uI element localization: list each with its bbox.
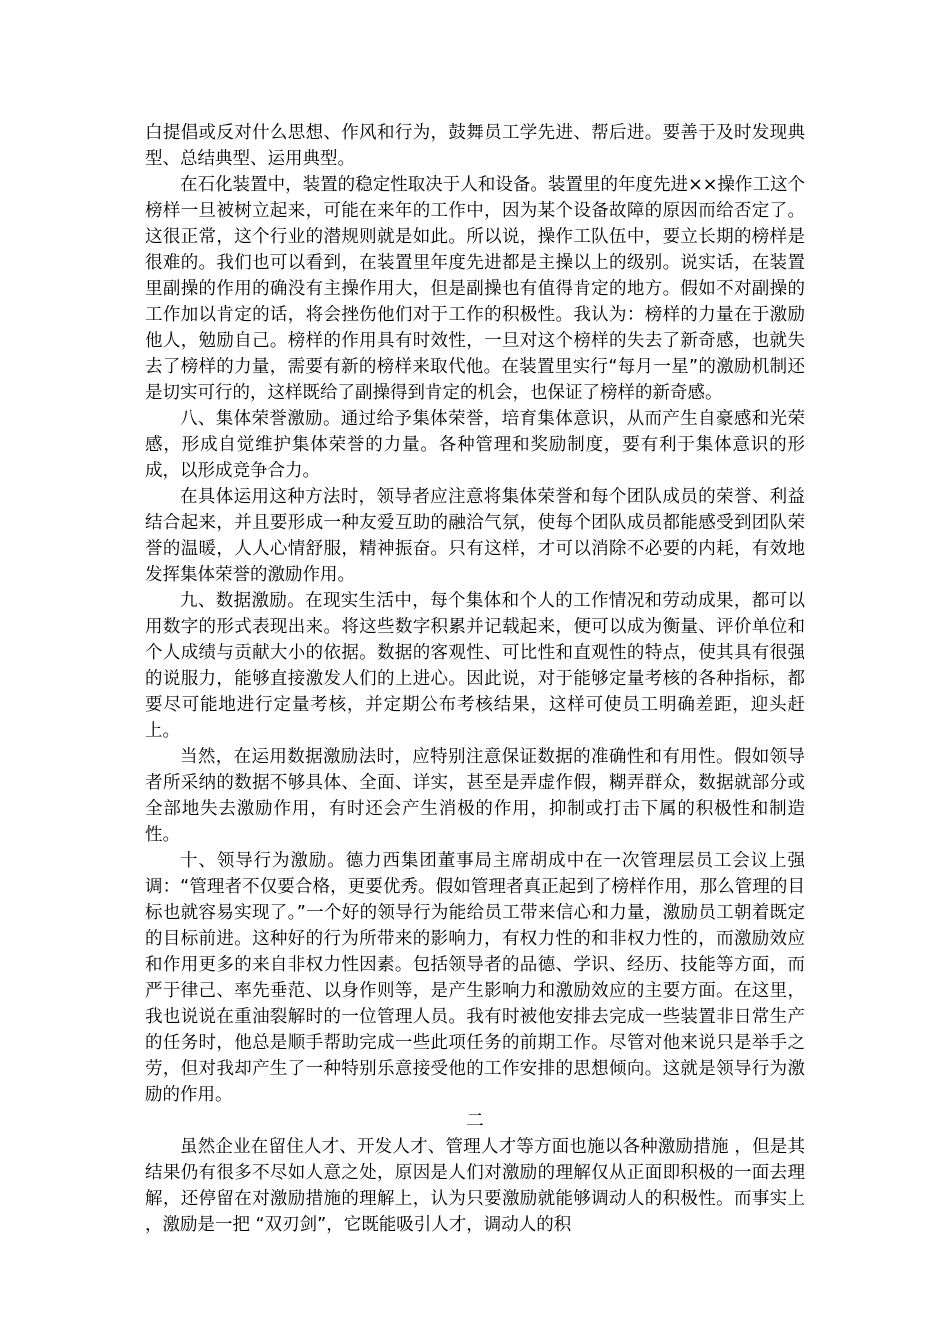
paragraph-collective-honor: 八、集体荣誉激励。通过给予集体荣誉，培育集体意识，从而产生自豪感和光荣感，形成自觉维护集体荣誉的力量。各种管理和奖励制度，要有利于集体意识的形成，以形成竞争合力。 [145, 409, 805, 481]
paragraph-leadership-behavior: 十、领导行为激励。德力西集团董事局主席胡成中在一次管理层员工会议上强调：“管理者不仅要合格，更要优秀。假如管理者真正起到了榜样作用，那么管理的目标也就容易实现了。”一个好的领导行为能给员工带来信心和力量，激励员工朝着既定的目标前进。这种好的行为所带来的影响力，有权力性的和非权力性的，而激励效应和作用更多的来自非权力性因素。包括领导者的品德、学识、经历、技能等方面，而严于律己、率先垂范、以身作则等，是产生影响力和激励效应的主要方面。在这里，我也说说在重油裂解时的一位管理人员。我有时被他安排去完成一些装置非日常生产的任务时，他总是顺手帮助完成一些此项任务的前期工作。尽管对他来说只是举手之劳，但对我却产生了一种特别乐意接受他的工作安排的思想倾向。这就是领导行为激励的作用。 [145, 851, 805, 1105]
paragraph-double-edged-sword: 虽然企业在留住人才、开发人才、管理人才等方面也施以各种激励措施 ，但是其结果仍有很多不尽如人意之处，原因是人们对激励的理解仅从正面即积极的一面去理解，还停留在对激励措施的理解上，认为只要激励就能够调动人的积极性。而事实上 ，激励是一把 “双刃剑”，它既能吸引人才，调动人的积 [145, 1137, 805, 1235]
section-heading: 二 [466, 1111, 484, 1131]
paragraph-data-accuracy: 当然，在运用数据激励法时，应特别注意保证数据的准确性和有用性。假如领导者所采纳的数据不够具体、全面、详实，甚至是弄虚作假，糊弄群众，数据就部分或全部地失去激励作用，有时还会产生消极的作用，抑制或打击下属的积极性和制造性。 [145, 747, 805, 845]
paragraph-role-model: 在石化装置中，装置的稳定性取决于人和设备。装置里的年度先进××操作工这个榜样一旦被树立起来，可能在来年的工作中，因为某个设备故障的原因而给否定了。这很正常，这个行业的潜规则就是如此。所以说，操作工队伍中，要立长期的榜样是很难的。我们也可以看到，在装置里年度先进都是主操以上的级别。说实话，在装置里副操的作用的确没有主操作用大，但是副操也有值得肯定的地方。假如不对副操的工作加以肯定的话，将会挫伤他们对于工作的积极性。我认为：榜样的力量在于激励他人，勉励自己。榜样的作用具有时效性，一旦对这个榜样的失去了新奇感，也就失去了榜样的力量，需要有新的榜样来取代他。在装置里实行“每月一星”的激励机制还是切实可行的，这样既给了副操得到肯定的机会，也保证了榜样的新奇感。 [145, 175, 805, 403]
paragraph-typical-examples: 白提倡或反对什么思想、作风和行为，鼓舞员工学先进、帮后进。要善于及时发现典型、总结典型、运用典型。 [145, 123, 805, 169]
paragraph-data-incentive: 九、数据激励。在现实生活中，每个集体和个人的工作情况和劳动成果，都可以用数字的形式表现出来。将这些数字积累并记载起来，便可以成为衡量、评价单位和个人成绩与贡献大小的依据。数据的客观性、可比性和直观性的特点，使其具有很强的说服力，能够直接激发人们的上进心。因此说，对于能够定量考核的各种指标，都要尽可能地进行定量考核，并定期公布考核结果，这样可使员工明确差距，迎头赶上。 [145, 591, 805, 741]
paragraph-collective-honor-application: 在具体运用这种方法时，领导者应注意将集体荣誉和每个团队成员的荣誉、利益结合起来，并且要形成一种友爱互助的融洽气氛，使每个团队成员都能感受到团队荣誉的温暖，人人心情舒服，精神振奋。只有这样，才可以消除不必要的内耗，有效地发挥集体荣誉的激励作用。 [145, 487, 805, 585]
document-page [145, 120, 805, 1238]
